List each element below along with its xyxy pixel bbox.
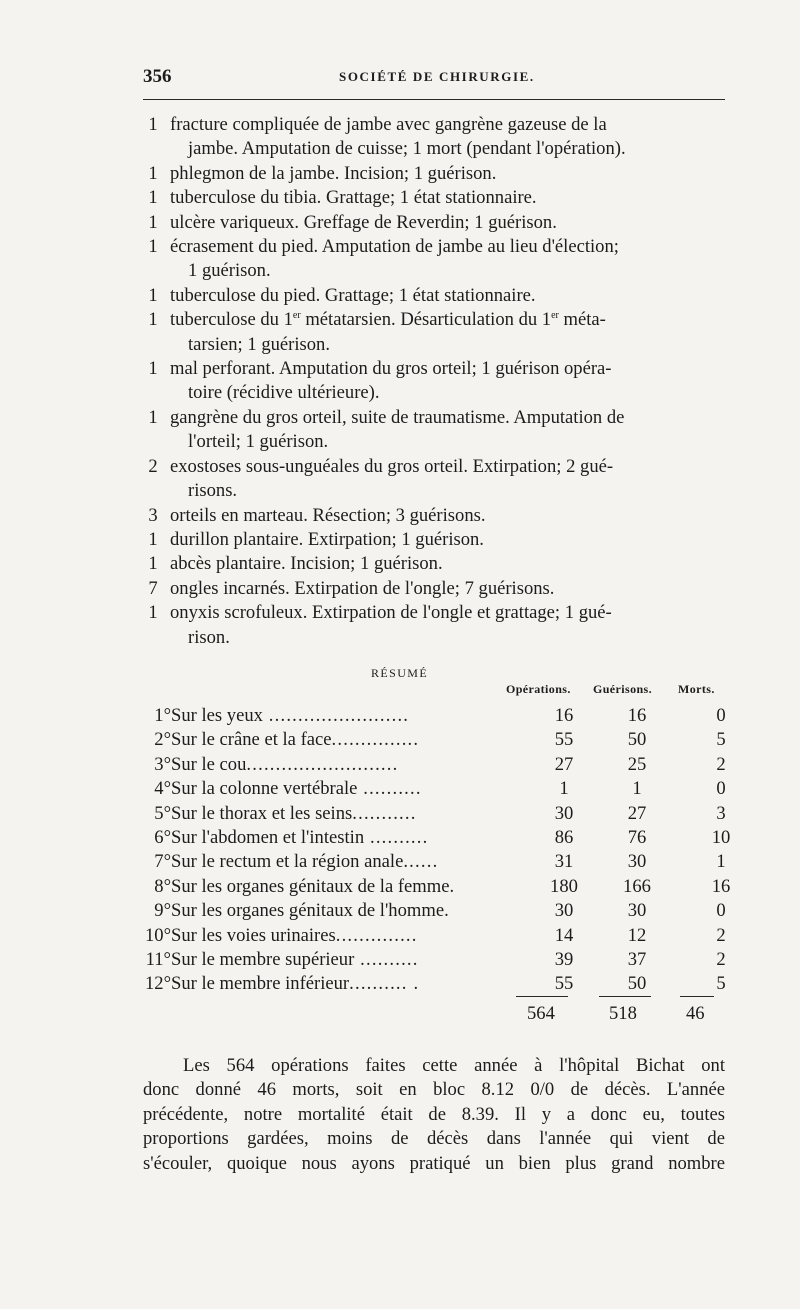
case-text: tuberculose du tibia. Grattage; 1 état stationnaire.: [170, 187, 537, 209]
leader-dots: .: [444, 900, 450, 922]
guerisons-value: 27: [627, 802, 647, 824]
case-entry: [143, 528, 725, 552]
case-text: abcès plantaire. Incision; 1 guérison.: [170, 553, 443, 575]
guerisons-value: 37: [627, 949, 647, 971]
morts-value: 2: [716, 924, 726, 946]
case-count: 1: [148, 211, 158, 233]
case-text: exostoses sous-unguéales du gros orteil. Extirpation; 2 gué-: [170, 455, 614, 477]
case-entry: [143, 577, 725, 601]
case-entry: [143, 113, 725, 162]
column-header-operations: Opérations.: [506, 682, 571, 696]
total-rule-operations: [516, 996, 568, 997]
operations-value: 27: [554, 753, 574, 775]
case-text: durillon plantaire. Extirpation; 1 guérison.: [170, 528, 484, 550]
morts-value: 0: [716, 900, 726, 922]
operations-value: 16: [554, 705, 574, 726]
row-label-text: Sur le cou: [171, 753, 247, 775]
guerisons-value: 30: [627, 851, 647, 873]
operations-value: 14: [554, 924, 574, 946]
morts-value: 5: [716, 973, 726, 995]
row-label: [171, 826, 541, 850]
case-count: 1: [148, 602, 158, 624]
morts-value: 10: [711, 827, 731, 849]
case-text-continued: rison.: [188, 626, 230, 648]
resume-row: [137, 728, 755, 752]
row-index: 10°: [144, 924, 171, 946]
conclusion-paragraph: [143, 1054, 725, 1176]
row-index: 3°: [154, 753, 171, 775]
row-label: [171, 728, 541, 752]
leader-dots: ........................: [262, 705, 410, 726]
case-text-continued: toire (récidive ultérieure).: [188, 382, 380, 404]
leader-dots: ..........................: [246, 753, 399, 775]
row-index: 4°: [154, 778, 171, 800]
case-text: écrasement du pied. Amputation de jambe au lieu d'élection;: [170, 236, 619, 258]
leader-dots: ...............: [331, 729, 420, 751]
row-index: 8°: [154, 875, 171, 897]
morts-value: 1: [716, 851, 726, 873]
leader-dots: .: [449, 875, 456, 897]
case-entry: [143, 284, 725, 308]
row-label: [171, 753, 541, 777]
row-label-text: Sur les yeux: [171, 705, 263, 726]
case-entry: [143, 308, 725, 357]
header-rule: [143, 99, 725, 100]
case-entry: [143, 601, 725, 650]
total-guerisons: 518: [609, 1003, 637, 1024]
case-entry: [143, 235, 725, 284]
guerisons-value: 50: [627, 973, 647, 995]
case-count: 1: [148, 553, 158, 575]
row-label: [171, 972, 541, 996]
resume-table-body: [137, 704, 755, 997]
guerisons-value: 1: [632, 778, 642, 800]
operations-value: 180: [550, 875, 578, 897]
case-text: orteils en marteau. Résection; 3 guérisons.: [170, 504, 486, 526]
row-label-text: Sur le crâne et la face: [171, 729, 332, 751]
case-count: 2: [148, 455, 158, 477]
case-count: 1: [148, 284, 158, 306]
resume-heading: RÉSUMÉ: [371, 666, 429, 680]
operations-value: 30: [554, 900, 574, 922]
row-index: 2°: [154, 729, 171, 751]
row-index: 7°: [154, 851, 171, 873]
guerisons-value: 16: [627, 705, 647, 726]
case-entry: [143, 504, 725, 528]
case-count: 7: [148, 577, 158, 599]
paragraph-line: donc donné 46 morts, soit en bloc 8.12 0/0 de décès. L'année: [143, 1079, 725, 1101]
resume-row: [137, 924, 755, 948]
resume-row: [137, 753, 755, 777]
case-entry: [143, 186, 725, 210]
case-entry: [143, 455, 725, 504]
case-text-continued: tarsien; 1 guérison.: [188, 333, 331, 355]
case-text: mal perforant. Amputation du gros orteil; 1 guérison opéra-: [170, 358, 612, 380]
case-count: 1: [148, 309, 158, 331]
paragraph-line: s'écouler, quoique nous ayons pratiqué un bien plus grand nombre: [143, 1152, 725, 1174]
row-label: [171, 948, 541, 972]
total-rule-morts: [680, 996, 714, 997]
case-entry: [143, 357, 725, 406]
row-index: 11°: [145, 949, 171, 971]
row-label: [171, 875, 541, 899]
row-label: [171, 899, 541, 923]
guerisons-value: 25: [627, 753, 647, 775]
row-index: 9°: [154, 900, 171, 922]
case-text: tuberculose du 1er métatarsien. Désarticulation du 1er méta-: [170, 309, 606, 331]
row-label-text: Sur le thorax et les seins: [171, 802, 353, 824]
morts-value: 5: [716, 729, 726, 751]
guerisons-value: 76: [627, 827, 647, 849]
paragraph-line: précédente, notre mortalité était de 8.39. Il y a donc eu, toutes: [143, 1103, 725, 1125]
operations-value: 39: [554, 949, 574, 971]
case-count: 1: [148, 187, 158, 209]
resume-row: [137, 802, 755, 826]
morts-value: 2: [716, 753, 726, 775]
row-label-text: Sur le membre inférieur: [171, 973, 350, 995]
operations-value: 30: [554, 802, 574, 824]
case-text-continued: 1 guérison.: [188, 260, 271, 282]
guerisons-value: 50: [627, 729, 647, 751]
operations-value: 55: [554, 729, 574, 751]
row-label-text: Sur le membre supérieur: [171, 949, 355, 971]
total-operations: 564: [527, 1003, 555, 1024]
running-title: SOCIÉTÉ DE CHIRURGIE.: [339, 69, 535, 84]
case-entry: [143, 162, 725, 186]
paragraph-line: proportions gardées, moins de décès dans l'année qui vient de: [143, 1128, 725, 1150]
morts-value: 16: [711, 875, 731, 897]
case-entry: [143, 211, 725, 235]
leader-dots: ..........: [354, 949, 419, 971]
guerisons-value: 12: [627, 924, 647, 946]
running-header: [143, 66, 725, 88]
case-count: 1: [148, 236, 158, 258]
case-count: 1: [148, 406, 158, 428]
resume-row: [137, 704, 755, 728]
resume-row: [137, 850, 755, 874]
case-entry: [143, 406, 725, 455]
operations-value: 55: [554, 973, 574, 995]
row-label: [171, 777, 541, 801]
column-header-morts: Morts.: [678, 682, 715, 696]
resume-table: [137, 704, 755, 997]
resume-row: [137, 826, 755, 850]
leader-dots: ......: [403, 851, 439, 873]
resume-row: [137, 972, 755, 996]
row-label: [171, 802, 541, 826]
case-text: fracture compliquée de jambe avec gangrène gazeuse de la: [170, 114, 607, 135]
morts-value: 3: [716, 802, 726, 824]
row-index: 12°: [144, 973, 171, 995]
case-count: 1: [148, 528, 158, 550]
guerisons-value: 30: [627, 900, 647, 922]
page-number: 356: [143, 66, 172, 87]
resume-row: [137, 875, 755, 899]
morts-value: 0: [716, 705, 726, 726]
row-index: 6°: [154, 827, 171, 849]
case-text: onyxis scrofuleux. Extirpation de l'ongle et grattage; 1 gué-: [170, 602, 612, 624]
column-header-guerisons: Guérisons.: [593, 682, 653, 696]
case-count: 1: [148, 114, 158, 135]
total-morts: 46: [686, 1003, 705, 1024]
row-label: [171, 850, 541, 874]
row-label-text: Sur la colonne vertébrale: [171, 778, 358, 800]
paragraph-line: Les 564 opérations faites cette année à l'hôpital Bichat ont: [183, 1055, 725, 1076]
case-text-continued: l'orteil; 1 guérison.: [188, 431, 329, 453]
case-text: phlegmon de la jambe. Incision; 1 guérison.: [170, 162, 497, 184]
leader-dots: ..........: [357, 778, 422, 800]
case-count: 1: [148, 358, 158, 380]
row-label-text: Sur les organes génitaux de l'homme: [171, 900, 445, 922]
resume-row: [137, 899, 755, 923]
case-text-continued: jambe. Amputation de cuisse; 1 mort (pendant l'opération).: [188, 138, 626, 160]
case-text-continued: risons.: [188, 480, 238, 502]
case-text: tuberculose du pied. Grattage; 1 état stationnaire.: [170, 284, 536, 306]
row-label-text: Sur le rectum et la région anale: [171, 851, 404, 873]
morts-value: 0: [716, 778, 726, 800]
leader-dots: ..............: [335, 924, 418, 946]
case-text: ulcère variqueux. Greffage de Reverdin; 1 guérison.: [170, 211, 557, 233]
row-label-text: Sur les organes génitaux de la femme: [171, 875, 450, 897]
row-label-text: Sur l'abdomen et l'intestin: [171, 827, 365, 849]
row-index: 1°: [154, 705, 171, 726]
row-index: 5°: [154, 802, 171, 824]
case-text: ongles incarnés. Extirpation de l'ongle; 7 guérisons.: [170, 577, 555, 599]
case-count: 3: [148, 504, 158, 526]
case-count: 1: [148, 162, 158, 184]
leader-dots: .......... .: [349, 973, 420, 995]
row-label: [171, 924, 541, 948]
operations-value: 1: [559, 778, 569, 800]
row-label-text: Sur les voies urinaires: [171, 924, 336, 946]
morts-value: 2: [716, 949, 726, 971]
operations-value: 86: [554, 827, 574, 849]
case-entry: [143, 552, 725, 576]
leader-dots: ...........: [352, 802, 417, 824]
leader-dots: ..........: [364, 827, 429, 849]
total-rule-guerisons: [599, 996, 651, 997]
guerisons-value: 166: [623, 875, 651, 897]
operations-value: 31: [554, 851, 574, 873]
resume-row: [137, 948, 755, 972]
resume-row: [137, 777, 755, 801]
case-list: [143, 113, 725, 650]
case-text: gangrène du gros orteil, suite de traumatisme. Amputation de: [170, 406, 625, 428]
row-label: [171, 704, 541, 728]
